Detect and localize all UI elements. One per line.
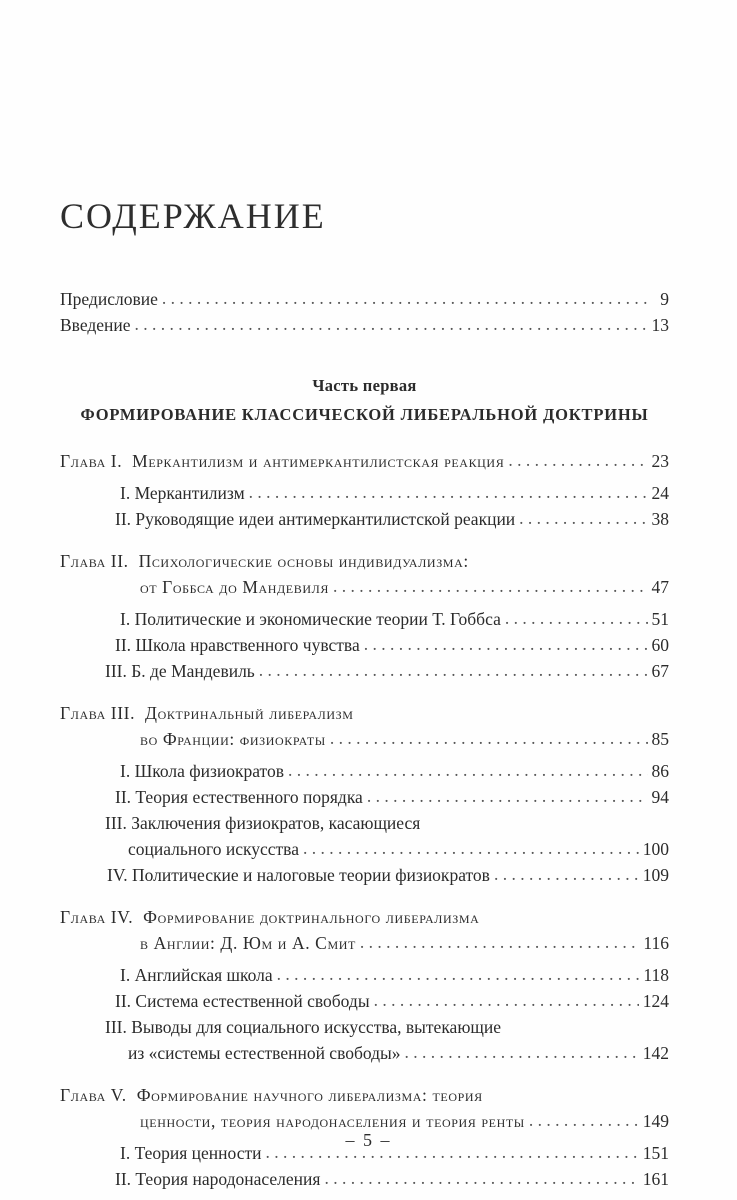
chapter-label: Глава IV.	[60, 907, 144, 927]
toc-section-row	[60, 1040, 669, 1066]
page-number-ref: 51	[651, 609, 669, 629]
page-number-ref: 67	[651, 661, 669, 681]
front-matter-title: Введение	[60, 315, 131, 335]
page-number-ref: 109	[642, 865, 669, 885]
dot-leader	[360, 929, 639, 955]
toc-section-row	[60, 480, 669, 506]
entry-title	[120, 606, 501, 632]
part-label: Часть первая	[312, 376, 417, 395]
section-title: Школа нравственного чувства	[135, 635, 360, 655]
dot-leader	[367, 783, 648, 809]
toc-chapter-row	[60, 448, 669, 474]
toc-chapter-row	[60, 904, 669, 930]
toc-section-row	[60, 862, 669, 888]
toc-section-row	[60, 1014, 669, 1040]
toc-section-row	[60, 836, 669, 862]
chapter-gap	[60, 1066, 669, 1082]
dot-leader	[249, 479, 648, 505]
page-number-ref: 23	[651, 451, 669, 471]
dot-leader	[374, 987, 639, 1013]
section-title: Английская школа	[134, 965, 273, 985]
section-number: I.	[120, 483, 135, 503]
front-matter-title: Предисловие	[60, 289, 158, 309]
toc-section-row	[60, 606, 669, 632]
page-number-ref: 13	[651, 315, 669, 335]
dot-leader	[364, 631, 648, 657]
dot-leader	[330, 725, 648, 751]
entry-title	[115, 784, 363, 810]
part-title: ФОРМИРОВАНИЕ КЛАССИЧЕСКОЙ ЛИБЕРАЛЬНОЙ ДОКТРИНЫ	[80, 405, 649, 424]
toc-front-matter-row	[60, 286, 669, 312]
section-title: Теория ценности	[134, 1143, 262, 1163]
entry-title	[140, 930, 356, 956]
toc-section-row	[60, 632, 669, 658]
chapter-title: от Гоббса до Мандевиля	[140, 577, 329, 597]
page-number-ref: 86	[651, 761, 669, 781]
page-number-ref: 60	[651, 635, 669, 655]
chapter-label: Глава II.	[60, 551, 139, 571]
entry-title	[60, 312, 131, 338]
toc-section-row	[60, 658, 669, 684]
section-title: Теория народонаселения	[135, 1169, 321, 1189]
entry-title	[115, 1166, 320, 1192]
entry-title	[140, 726, 326, 752]
section-number: III.	[105, 1017, 132, 1037]
section-number: II.	[115, 787, 136, 807]
dot-leader	[508, 447, 647, 473]
dot-leader	[405, 1039, 639, 1065]
section-title: Школа физиократов	[134, 761, 284, 781]
section-number: I.	[120, 609, 135, 629]
section-title: Меркантилизм	[134, 483, 245, 503]
entry-title	[120, 758, 284, 784]
chapter-title: Формирование доктринального либерализма	[143, 907, 480, 927]
section-title: Политические и экономические теории Т. Гоббса	[134, 609, 501, 629]
page-number-ref: 47	[651, 577, 669, 597]
entry-title	[120, 962, 273, 988]
chapter-label: Глава V.	[60, 1085, 137, 1105]
section-number: I.	[120, 1143, 135, 1163]
entry-title	[115, 506, 515, 532]
toc-chapter-row	[60, 1082, 669, 1108]
section-number: I.	[120, 965, 135, 985]
chapter-title: во Франции: физиократы	[140, 729, 326, 749]
toc-chapter-row	[60, 548, 669, 574]
toc-section-row	[60, 758, 669, 784]
section-number: III.	[105, 813, 132, 833]
entry-title	[60, 286, 158, 312]
toc-chapter-row	[60, 726, 669, 752]
chapter-label: Глава III.	[60, 703, 146, 723]
section-number: II.	[115, 991, 136, 1011]
section-title: Руководящие идеи антимеркантилистской реакции	[135, 509, 516, 529]
section-title: Теория естественного порядка	[135, 787, 363, 807]
chapter-label: Глава I.	[60, 451, 133, 471]
dot-leader	[162, 285, 653, 311]
dot-leader	[135, 311, 648, 337]
entry-title	[128, 1040, 401, 1066]
page-number-ref: 116	[643, 933, 669, 953]
dot-leader	[303, 835, 639, 861]
section-title: Заключения физиократов, касающиеся	[131, 813, 421, 833]
section-number: II.	[115, 635, 136, 655]
chapter-title: ценности, теория народонаселения и теория ренты	[140, 1111, 525, 1131]
toc-section-row	[60, 1166, 669, 1192]
page-number-ref: 124	[642, 991, 669, 1011]
entry-title	[140, 574, 329, 600]
chapter-title: в Англии: Д. Юм и А. Смит	[140, 933, 356, 953]
page-heading: СОДЕРЖАНИЕ	[60, 196, 326, 236]
entry-title	[115, 988, 370, 1014]
section-title: социального искусства	[128, 839, 299, 859]
page-number-ref: 94	[651, 787, 669, 807]
section-number: II.	[115, 1169, 136, 1189]
page-number-ref: 38	[651, 509, 669, 529]
toc-chapter-row	[60, 574, 669, 600]
dot-leader	[505, 605, 648, 631]
toc-chapter-row	[60, 930, 669, 956]
table-of-contents	[60, 286, 669, 1192]
section-title: Выводы для социального искусства, вытекающие	[131, 1017, 502, 1037]
section-number: III.	[105, 661, 132, 681]
part-heading	[60, 374, 669, 428]
page-number-ref: 149	[642, 1111, 669, 1131]
section-number: II.	[115, 509, 136, 529]
dot-leader	[288, 757, 648, 783]
page-number-ref: 151	[642, 1143, 669, 1163]
chapter-title: Доктринальный либерализм	[145, 703, 354, 723]
section-number: IV.	[107, 865, 132, 885]
toc-front-matter-row	[60, 312, 669, 338]
chapter-title: Меркантилизм и антимеркантилистская реакция	[132, 451, 505, 471]
page-number-ref: 142	[642, 1043, 669, 1063]
toc-section-row	[60, 784, 669, 810]
dot-leader	[324, 1165, 638, 1191]
dot-leader	[494, 861, 639, 887]
toc-section-row	[60, 962, 669, 988]
entry-title	[60, 448, 504, 474]
page-number: – 5 –	[345, 1130, 392, 1150]
page-number-ref: 118	[643, 965, 669, 985]
entry-title	[107, 862, 490, 888]
toc-chapter-row	[60, 700, 669, 726]
section-title: Политические и налоговые теории физиократов	[131, 865, 490, 885]
section-title: Система естественной свободы	[135, 991, 370, 1011]
dot-leader	[277, 961, 640, 987]
chapter-gap	[60, 532, 669, 548]
dot-leader	[259, 657, 648, 683]
page-number-ref: 85	[651, 729, 669, 749]
chapter-gap	[60, 888, 669, 904]
page-number-ref: 24	[651, 483, 669, 503]
section-number: I.	[120, 761, 135, 781]
entry-title	[105, 658, 255, 684]
dot-leader	[519, 505, 647, 531]
chapter-title: Формирование научного либерализма: теория	[136, 1085, 483, 1105]
page-number-ref: 100	[642, 839, 669, 859]
toc-section-row	[60, 810, 669, 836]
section-title: из «системы естественной свободы»	[128, 1043, 401, 1063]
dot-leader	[333, 573, 648, 599]
page-number-ref: 9	[660, 289, 669, 309]
entry-title	[128, 836, 299, 862]
page-number-ref: 161	[642, 1169, 669, 1189]
toc-section-row	[60, 988, 669, 1014]
toc-section-row	[60, 506, 669, 532]
chapter-title: Психологические основы индивидуализма:	[138, 551, 469, 571]
chapter-gap	[60, 684, 669, 700]
entry-title	[120, 480, 245, 506]
section-title: Б. де Мандевиль	[131, 661, 255, 681]
entry-title	[115, 632, 360, 658]
